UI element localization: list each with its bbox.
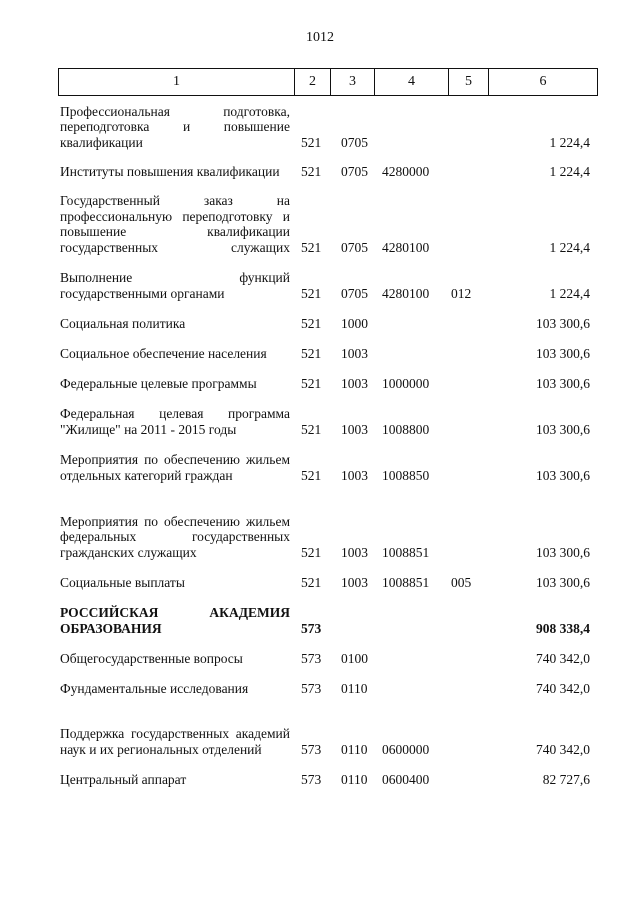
table-row xyxy=(60,727,590,787)
row-sum: 908 338,4 xyxy=(536,620,590,636)
row-ved: 573 xyxy=(301,741,322,757)
table-row xyxy=(60,119,590,179)
page-number: 1012 xyxy=(306,30,334,45)
row-csr: 1008851 xyxy=(382,544,430,560)
row-sum: 1 224,4 xyxy=(549,285,590,301)
row-csr: 4280000 xyxy=(382,163,430,179)
row-ved: 521 xyxy=(301,467,322,483)
row-rz: 0100 xyxy=(341,650,368,666)
row-ved: 573 xyxy=(301,680,322,696)
row-vr: 012 xyxy=(451,285,472,301)
row-rz: 1003 xyxy=(341,421,368,437)
row-sum: 82 727,6 xyxy=(542,771,590,787)
row-rz: 0110 xyxy=(341,741,368,757)
row-sum: 103 300,6 xyxy=(536,544,590,560)
row-ved: 521 xyxy=(301,574,322,590)
row-rz: 0705 xyxy=(341,285,368,301)
row-name: Профессиональная подготовка, переподготовка и повышение квалификации xyxy=(60,103,290,150)
row-csr: 0600000 xyxy=(382,741,430,757)
row-name: Социальные выплаты xyxy=(60,574,185,590)
row-rz: 0705 xyxy=(341,239,368,255)
row-csr: 4280100 xyxy=(382,239,430,255)
row-ved: 573 xyxy=(301,771,322,787)
row-sum: 103 300,6 xyxy=(536,315,590,331)
row-rz: 1003 xyxy=(341,345,368,361)
row-ved: 521 xyxy=(301,239,322,255)
row-ved: 573 xyxy=(301,650,322,666)
row-name: Мероприятия по обеспечению жильем федеральных государственных гражданских служащих xyxy=(60,513,290,560)
row-sum: 1 224,4 xyxy=(549,163,590,179)
row-ved: 521 xyxy=(301,345,322,361)
header-col-1: 1 xyxy=(59,69,295,95)
row-sum: 103 300,6 xyxy=(536,345,590,361)
row-csr: 1008800 xyxy=(382,421,430,437)
header-col-4: 4 xyxy=(375,69,449,95)
row-csr: 0600400 xyxy=(382,771,430,787)
row-name: Институты повышения квалификации xyxy=(60,163,280,179)
table-row xyxy=(60,636,590,696)
header-col-3: 3 xyxy=(331,69,375,95)
row-sum: 740 342,0 xyxy=(536,741,590,757)
row-name: Мероприятия по обеспечению жильем отдельных категорий граждан xyxy=(60,452,290,483)
row-ved: 521 xyxy=(301,421,322,437)
row-csr: 1008850 xyxy=(382,467,430,483)
row-ved: 521 xyxy=(301,134,322,150)
row-csr: 1000000 xyxy=(382,375,430,391)
row-name: Федеральные целевые программы xyxy=(60,375,257,391)
row-sum: 1 224,4 xyxy=(549,239,590,255)
row-ved: 573 xyxy=(301,620,322,636)
row-name: Государственный заказ на профессиональную переподготовку и повышение квалификации государственных служащих xyxy=(60,193,290,255)
row-rz: 1003 xyxy=(341,467,368,483)
row-rz: 0110 xyxy=(341,680,368,696)
row-sum: 103 300,6 xyxy=(536,467,590,483)
row-sum: 103 300,6 xyxy=(536,421,590,437)
row-name: Фундаментальные исследования xyxy=(60,680,249,696)
row-ved: 521 xyxy=(301,375,322,391)
row-ved: 521 xyxy=(301,163,322,179)
row-rz: 0705 xyxy=(341,163,368,179)
table-row xyxy=(60,423,590,483)
row-csr: 4280100 xyxy=(382,285,430,301)
row-name: Социальное обеспечение населения xyxy=(60,345,267,361)
row-ved: 521 xyxy=(301,544,322,560)
row-sum: 740 342,0 xyxy=(536,650,590,666)
row-name: Центральный аппарат xyxy=(60,771,187,787)
row-name: РОССИЙСКАЯ АКАДЕМИЯ ОБРАЗОВАНИЯ xyxy=(60,605,290,636)
row-name: Выполнение функций государственными органами xyxy=(60,270,290,301)
row-vr: 005 xyxy=(451,574,472,590)
row-rz: 0110 xyxy=(341,771,368,787)
row-csr: 1008851 xyxy=(382,574,430,590)
header-col-2: 2 xyxy=(295,69,331,95)
row-sum: 1 224,4 xyxy=(549,134,590,150)
row-rz: 1003 xyxy=(341,544,368,560)
row-ved: 521 xyxy=(301,315,322,331)
row-ved: 521 xyxy=(301,285,322,301)
row-rz: 0705 xyxy=(341,134,368,150)
row-rz: 1000 xyxy=(341,315,368,331)
row-name: Общегосударственные вопросы xyxy=(60,650,243,666)
row-rz: 1003 xyxy=(341,375,368,391)
row-rz: 1003 xyxy=(341,574,368,590)
header-col-5: 5 xyxy=(449,69,489,95)
row-name: Федеральная целевая программа "Жилище" на 2011 - 2015 годы xyxy=(60,406,290,437)
row-name: Социальная политика xyxy=(60,315,186,331)
row-sum: 103 300,6 xyxy=(536,375,590,391)
row-sum: 740 342,0 xyxy=(536,680,590,696)
row-name: Поддержка государственных академий наук и их региональных отделений xyxy=(60,726,290,757)
header-col-6: 6 xyxy=(539,74,547,89)
row-sum: 103 300,6 xyxy=(536,574,590,590)
